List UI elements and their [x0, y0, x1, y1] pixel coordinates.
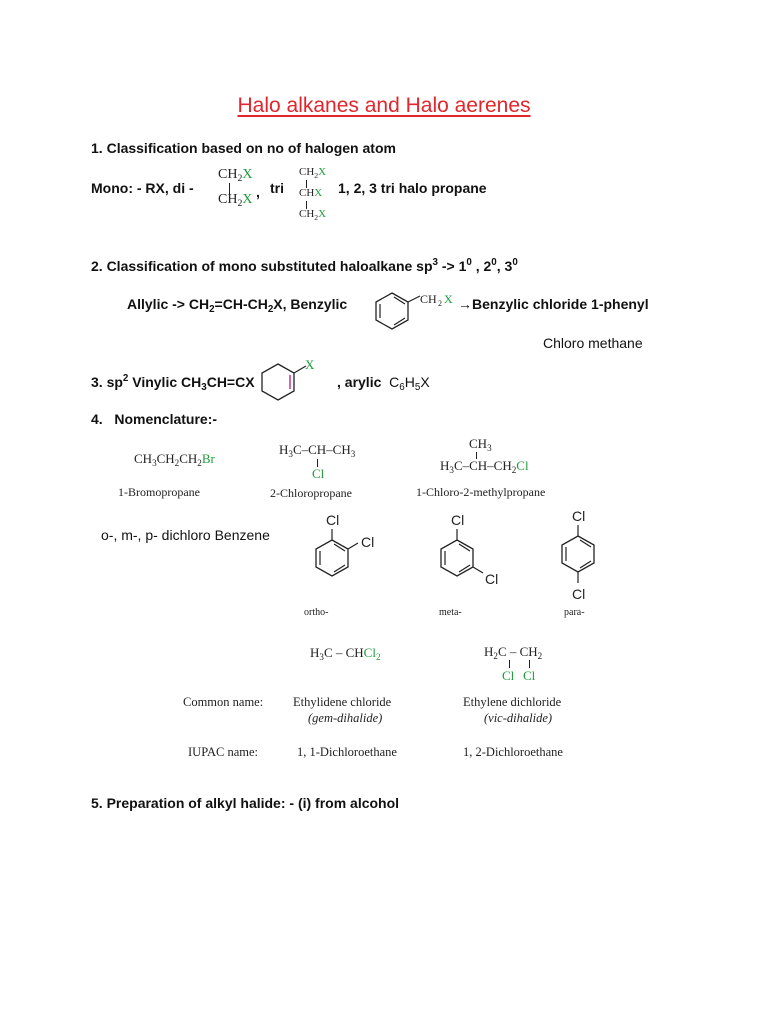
ethylidene-iupac: 1, 1-Dichloroethane — [297, 745, 397, 759]
ethylene-iupac: 1, 2-Dichloroethane — [463, 745, 563, 759]
para-label: para- — [564, 607, 585, 618]
tri-name: 1, 2, 3 tri halo propane — [338, 180, 487, 196]
meta-label: meta- — [439, 607, 462, 618]
compound-3-top: $CH_3$ — [469, 436, 492, 453]
chloro-methane: Chloro methane — [543, 335, 643, 351]
ethylene-cl-2: Cl — [523, 668, 536, 683]
benzyl-x: X — [444, 292, 453, 306]
di-top-group: $CH_2X$ — [218, 167, 253, 184]
benzylic-result: →Benzylic chloride 1-phenyl — [458, 296, 649, 312]
di-comma: , — [256, 184, 260, 200]
para-dichlorobenzene — [548, 506, 628, 626]
meta-cl-1: Cl — [451, 512, 465, 528]
compound-1-formula: $CH_3CH_2CH_2Br$ — [134, 451, 215, 468]
vinylic-ring — [258, 358, 318, 408]
compound-2-halogen: Cl — [312, 466, 325, 481]
benzyl-sub2: 2 — [438, 299, 442, 308]
ethylene-formula: $H_2C - CH_2$ — [484, 644, 543, 661]
page-title: Halo alkanes and Halo aerenes — [237, 94, 531, 117]
ethylene-common: Ethylene dichloride — [463, 695, 562, 709]
mono-di-text: Mono: - RX, di - — [91, 180, 194, 196]
compound-1-name: 1-Bromopropane — [118, 485, 200, 499]
section-1-heading: 1. Classification based on no of halogen atom — [91, 140, 396, 156]
ortho-cl-1: Cl — [326, 512, 340, 528]
compound-2-name: 2-Chloropropane — [270, 486, 352, 500]
ethylidene-common: Ethylidene chloride — [293, 695, 392, 709]
ethylidene-formula: $H_3C$ – CHCl$_2$ — [310, 645, 381, 662]
compound-2-formula: $H_3C-CH-CH_3$ — [279, 442, 356, 459]
section-5-heading: 5. Preparation of alkyl halide: - (i) from alcohol — [91, 795, 400, 811]
ortho-dichlorobenzene — [300, 510, 400, 620]
section-4-heading: 4. Nomenclature:- — [91, 411, 218, 427]
tri-label: tri — [270, 180, 284, 196]
ortho-cl-2: Cl — [361, 534, 375, 550]
ethylene-cl-1: Cl — [502, 668, 515, 683]
para-cl-1: Cl — [572, 508, 586, 524]
tri-bottom-group: $CH_2X$ — [299, 208, 327, 222]
meta-cl-2: Cl — [485, 571, 499, 587]
vic-dihalide-note: (vic-dihalide) — [484, 711, 553, 725]
dichloro-benzene-label: o-, m-, p- dichloro Benzene — [101, 527, 270, 543]
para-cl-2: Cl — [572, 586, 586, 602]
arylic-text: , arylic $C_6H_5X$ — [337, 374, 430, 393]
iupac-name-label: IUPAC name: — [188, 745, 259, 759]
compound-3-formula: $H_3C-CH-CH_2Cl$ — [440, 458, 529, 475]
allylic-text: Allylic -> $CH_2=CH-CH_2X$, Benzylic — [127, 296, 348, 315]
tri-middle-group: CHX — [299, 187, 323, 199]
compound-3-name: 1-Chloro-2-methylpropane — [416, 485, 546, 499]
common-name-label: Common name: — [183, 695, 264, 709]
benzyl-ch2: CH — [420, 292, 437, 306]
meta-dichlorobenzene — [425, 510, 525, 620]
tri-top-group: $CH_2X$ — [299, 166, 327, 180]
ethylene-bond-2 — [529, 660, 530, 668]
gem-dihalide-note: (gem-dihalide) — [308, 711, 383, 725]
section-2-heading: 2. Classification of mono substituted haloalkane $sp^3 -> 1^0$ , $2^0$, $3^0$ — [91, 257, 518, 274]
ethylene-bond-1 — [509, 660, 510, 668]
di-bottom-group: $CH_2X$ — [218, 192, 253, 209]
section-3-text: 3. $sp^2$ Vinylic $CH_3CH=CX$ — [91, 373, 255, 393]
vinylic-x: X — [305, 357, 315, 372]
ortho-label: ortho- — [304, 607, 329, 618]
